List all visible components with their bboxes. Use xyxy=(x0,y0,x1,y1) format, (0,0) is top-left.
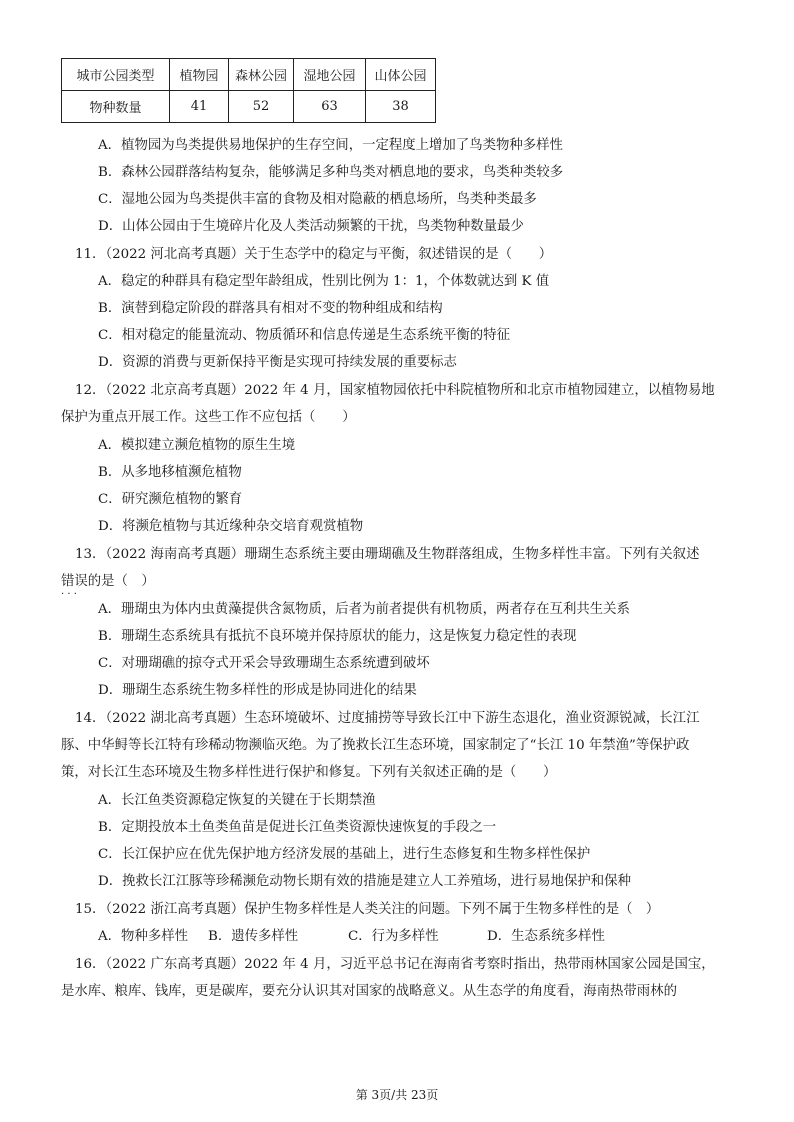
table-cell: 山体公园 xyxy=(366,59,436,91)
q15-stem: 15．（2022 浙江高考真题）保护生物多样性是人类关注的问题。下列不属于生物多样性的是（ ） xyxy=(75,902,660,917)
q13-option-d: D．珊瑚生态系统生物多样性的形成是协同进化的结果 xyxy=(98,683,417,698)
table-cell: 物种数量 xyxy=(62,91,170,123)
q13-option-b: B．珊瑚生态系统具有抵抗不良环境并保持原状的能力，这是恢复力稳定性的表现 xyxy=(98,629,577,644)
q10-option-d: D．山体公园由于生境碎片化及人类活动频繁的干扰，鸟类物种数量最少 xyxy=(98,219,524,234)
q13-stem-line2 xyxy=(61,573,155,591)
q14-option-d: D．挽救长江江豚等珍稀濒危动物长期有效的措施是建立人工养殖场，进行易地保护和保种 xyxy=(98,874,631,889)
table-row xyxy=(62,91,436,123)
q14-option-b: B．定期投放本土鱼类鱼苗是促进长江鱼类资源快速恢复的手段之一 xyxy=(98,820,497,835)
q14-stem-line3: 策，对长江生态环境及生物多样性进行保护和修复。下列有关叙述正确的是（ ） xyxy=(61,765,557,780)
q15-option-c: C．行为多样性 xyxy=(348,929,439,944)
q11-option-b: B．演替到稳定阶段的群落具有相对不变的物种组成和结构 xyxy=(98,301,443,316)
q12-option-c: C．研究濒危植物的繁育 xyxy=(98,492,243,507)
table-header-row xyxy=(62,59,436,91)
q11-stem: 11．（2022 河北高考真题）关于生态学中的稳定与平衡，叙述错误的是（ ） xyxy=(75,247,553,262)
q13-option-c: C．对珊瑚礁的掠夺式开采会导致珊瑚生态系统遭到破坏 xyxy=(98,656,430,671)
table-cell: 41 xyxy=(170,91,229,123)
table-cell: 植物园 xyxy=(170,59,229,91)
q12-option-a: A．模拟建立濒危植物的原生生境 xyxy=(98,438,296,453)
q15-option-d: D．生态系统多样性 xyxy=(487,929,605,944)
q13-stem-line1: 13．（2022 海南高考真题）珊瑚生态系统主要由珊瑚礁及生物群落组成，生物多样性丰富。下列有关叙述 xyxy=(75,547,700,562)
page-footer: 第 3页/共 23页 xyxy=(355,1088,439,1102)
q13-stem-rest: 的是（ ） xyxy=(87,574,155,589)
q16-stem-line2: 是水库、粮库、钱库，更是碳库，要充分认识其对国家的战略意义。从生态学的角度看，海南热带雨林的 xyxy=(61,984,677,999)
park-species-table xyxy=(61,58,436,123)
q10-option-b: B．森林公园群落结构复杂，能够满足多种鸟类对栖息地的要求，鸟类种类较多 xyxy=(98,165,564,180)
q11-option-d: D．资源的消费与更新保持平衡是实现可持续发展的重要标志 xyxy=(98,355,457,370)
table-cell: 城市公园类型 xyxy=(62,59,170,91)
q16-stem-line1: 16．（2022 广东高考真题）2022 年 4 月，习近平总书记在海南省考察时指出，热带雨林国家公园是国宝， xyxy=(75,957,715,972)
q10-option-a: A．植物园为鸟类提供易地保护的生存空间，一定程度上增加了鸟类物种多样性 xyxy=(98,138,563,153)
q12-option-b: B．从多地移植濒危植物 xyxy=(98,465,242,480)
q10-option-c: C．湿地公园为鸟类提供丰富的食物及相对隐蔽的栖息场所，鸟类种类最多 xyxy=(98,192,537,207)
table-cell: 湿地公园 xyxy=(294,59,366,91)
emphasis-text: 错误 · · · xyxy=(61,574,88,589)
q14-option-a: A．长江鱼类资源稳定恢复的关键在于长期禁渔 xyxy=(98,793,376,808)
table-cell: 63 xyxy=(294,91,366,123)
table-cell: 52 xyxy=(229,91,294,123)
q15-option-a: A．物种多样性 xyxy=(98,929,189,944)
q11-option-a: A．稳定的种群具有稳定型年龄组成，性别比例为 1：1，个体数就达到 K 值 xyxy=(98,274,550,289)
q14-stem-line2: 豚、中华鲟等长江特有珍稀动物濒临灭绝。为了挽救长江生态环境，国家制定了“长江 10 年禁渔”等保护政 xyxy=(61,738,690,753)
q13-option-a: A．珊瑚虫为体内虫黄藻提供含氮物质，后者为前者提供有机物质，两者存在互利共生关系 xyxy=(98,602,630,617)
q12-stem-line2: 保护为重点开展工作。这些工作不应包括（ ） xyxy=(61,410,356,425)
q15-option-b: B．遗传多样性 xyxy=(208,929,299,944)
q12-stem-line1: 12．（2022 北京高考真题）2022 年 4 月，国家植物园依托中科院植物所和北京市植物园建立，以植物易地 xyxy=(75,383,715,398)
table-cell: 38 xyxy=(366,91,436,123)
q14-stem-line1: 14．（2022 湖北高考真题）生态环境破坏、过度捕捞等导致长江中下游生态退化，渔业资源锐减，长江江 xyxy=(75,711,700,726)
q12-option-d: D．将濒危植物与其近缘种杂交培育观赏植物 xyxy=(98,519,364,534)
q14-option-c: C．长江保护应在优先保护地方经济发展的基础上，进行生态修复和生物多样性保护 xyxy=(98,847,591,862)
q11-option-c: C．相对稳定的能量流动、物质循环和信息传递是生态系统平衡的特征 xyxy=(98,328,510,343)
table-cell: 森林公园 xyxy=(229,59,294,91)
